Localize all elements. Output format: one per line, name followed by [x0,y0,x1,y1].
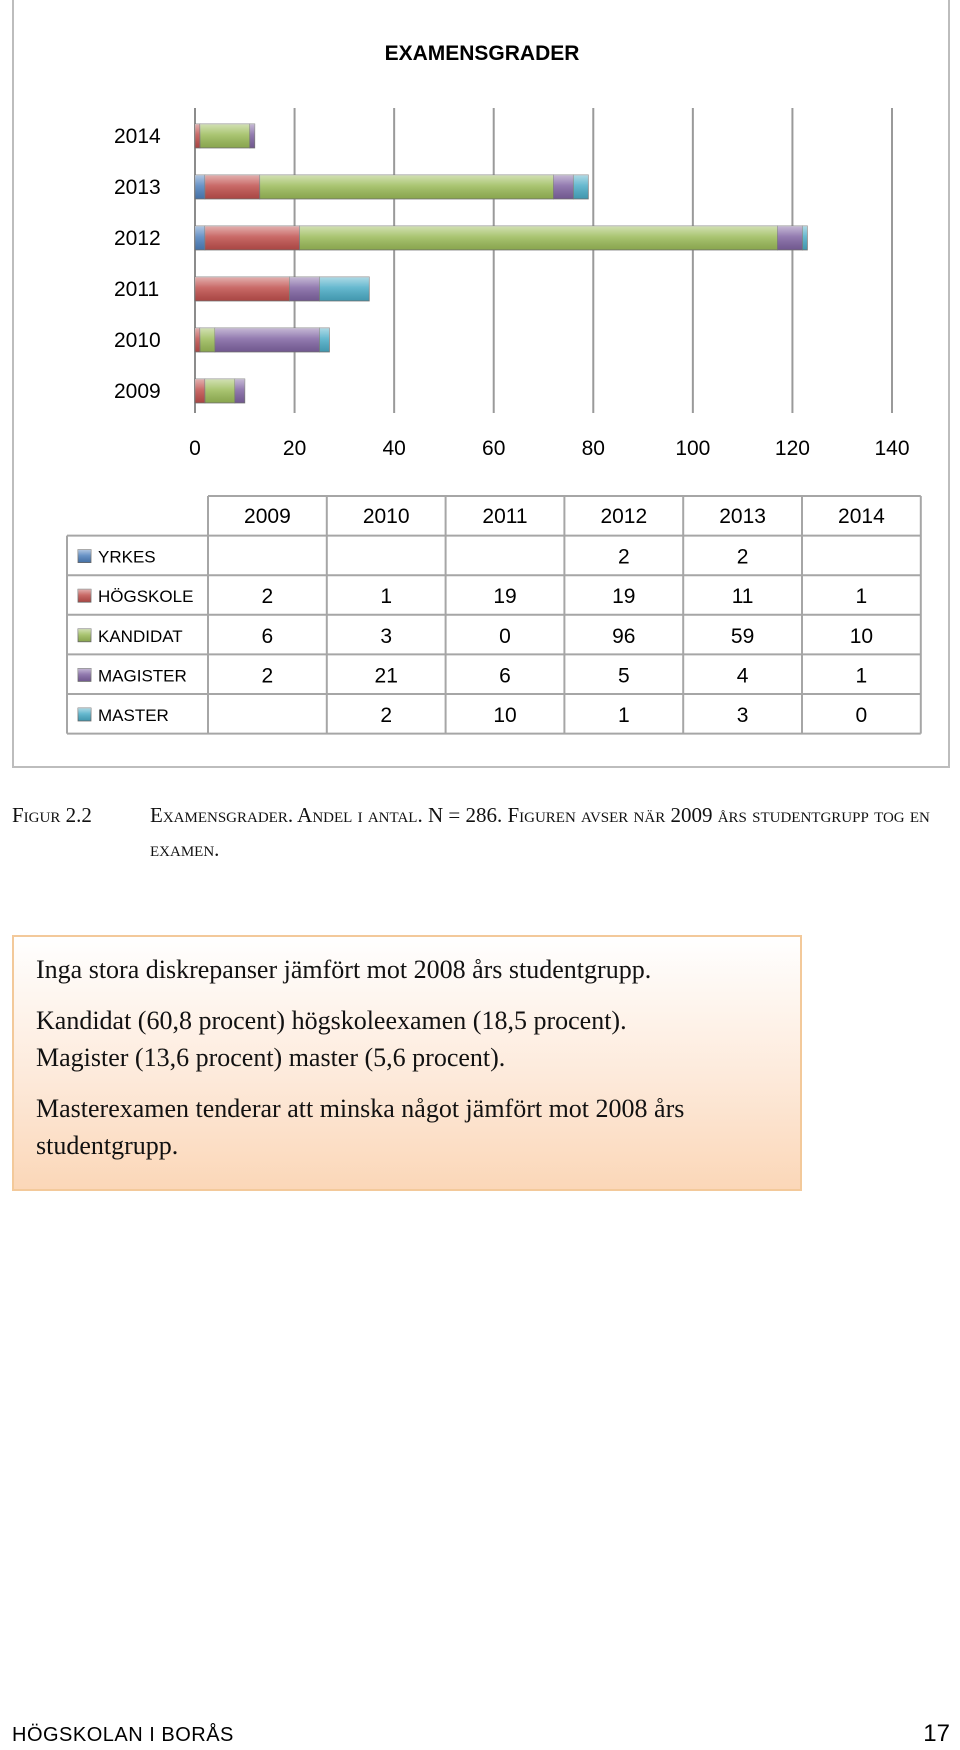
legend-swatch-gloss-kandidat [78,629,91,642]
bar-magister-2014-gloss [250,124,255,148]
legend-swatch-gloss-högskole [78,589,91,602]
table-cell-högskole-2010: 1 [380,585,393,609]
bar-kandidat-2010-gloss [200,328,215,352]
callout-line-2: Kandidat (60,8 procent) högskoleexamen (18,5 procent). [36,1006,627,1035]
footer-institution: HÖGSKOLAN I BORÅS [12,1724,234,1746]
table-cell-master-2012: 1 [617,704,630,727]
table-cell-högskole-2014: 1 [855,585,868,609]
chart-title: EXAMENSGRADER [384,42,580,65]
table-cell-högskole-2011: 19 [493,585,517,609]
callout-line-4: Masterexamen tenderar att minska något jämfört mot 2008 års studentgrupp. [36,1094,685,1160]
x-tick-label-0: 0 [189,437,201,460]
table-header-2012: 2012 [600,505,648,528]
y-tick-label-2013: 2013 [114,176,161,199]
table-cell-magister-2011: 6 [499,664,511,688]
legend-label-högskole: HÖGSKOLE [98,587,194,607]
table-cell-yrkes-2012: 2 [617,545,630,569]
legend-label-kandidat: KANDIDAT [98,626,183,646]
table-cell-yrkes-2013: 2 [736,545,749,569]
callout-line-3: Magister (13,6 procent) master (5,6 procent). [36,1043,506,1072]
y-tick-label-2009: 2009 [114,380,161,403]
bar-kandidat-2013-gloss [260,175,554,199]
table-cell-master-2011: 10 [493,704,517,727]
bar-magister-2011-gloss [290,277,320,301]
bar-kandidat-2014-gloss [200,124,250,148]
bar-master-2011-gloss [319,277,369,301]
bar-högskole-2009-gloss [195,379,205,403]
bar-högskole-2012-gloss [205,226,300,250]
bar-yrkes-2013-gloss [195,175,205,199]
bar-kandidat-2009-gloss [205,379,235,403]
bar-master-2013-gloss [573,175,588,199]
x-tick-label-60: 60 [482,437,506,460]
y-tick-label-2012: 2012 [114,227,161,250]
y-tick-label-2011: 2011 [114,278,160,301]
legend-swatch-gloss-yrkes [78,550,91,563]
table-header-2014: 2014 [838,505,885,528]
bar-högskole-2011-gloss [195,277,290,301]
x-tick-label-120: 120 [774,437,810,460]
table-cell-kandidat-2010: 3 [380,624,393,648]
bar-högskole-2010-gloss [195,328,200,352]
table-header-2011: 2011 [482,505,528,528]
table-cell-master-2013: 3 [736,704,749,727]
legend-swatch-gloss-magister [78,668,91,681]
bar-högskole-2013-gloss [205,175,260,199]
table-cell-högskole-2009: 2 [261,585,274,609]
bar-master-2012-gloss [802,226,807,250]
legend-label-magister: MAGISTER [98,666,187,686]
table-cell-master-2014: 0 [855,704,868,727]
summary-callout [12,935,802,1191]
caption-text: Examensgrader. Andel i antal. N = 286. Figuren avser när 2009 års studentgrupp tog en examen. [150,803,930,861]
x-tick-label-20: 20 [282,437,307,460]
x-tick-label-100: 100 [675,437,711,460]
table-cell-magister-2009: 2 [261,664,274,688]
x-tick-label-40: 40 [382,437,406,460]
table-cell-magister-2010: 21 [374,664,398,688]
legend-label-master: MASTER [98,706,169,725]
table-cell-magister-2013: 4 [736,664,749,688]
y-tick-label-2010: 2010 [114,329,161,352]
table-cell-kandidat-2011: 0 [499,624,511,648]
x-tick-label-140: 140 [874,437,910,460]
table-cell-magister-2012: 5 [617,664,630,688]
bar-magister-2009-gloss [235,379,245,403]
legend-swatch-gloss-master [78,708,91,721]
bar-magister-2013-gloss [553,175,573,199]
bar-kandidat-2012-gloss [300,226,778,250]
chart-frame [12,0,950,768]
x-tick-label-80: 80 [581,437,605,460]
caption-label: Figur 2.2 [12,803,92,827]
table-cell-kandidat-2013: 59 [730,624,755,648]
table-header-2013: 2013 [719,505,766,528]
bar-högskole-2014-gloss [195,124,200,148]
table-cell-kandidat-2014: 10 [849,624,874,648]
page-number: 17 [923,1720,950,1747]
callout-line-1: Inga stora diskrepanser jämfört mot 2008 års studentgrupp. [36,955,652,984]
bar-magister-2010-gloss [215,328,320,352]
bar-master-2010-gloss [319,328,329,352]
table-cell-högskole-2013: 11 [731,585,754,609]
bar-magister-2012-gloss [777,226,802,250]
bar-yrkes-2012-gloss [195,226,205,250]
table-cell-kandidat-2012: 96 [612,624,636,648]
chart [14,0,950,766]
y-tick-label-2014: 2014 [114,125,161,148]
table-header-2010: 2010 [362,505,410,528]
table-header-2009: 2009 [244,505,291,528]
table-cell-magister-2014: 1 [855,664,868,688]
table-cell-master-2010: 2 [380,704,393,727]
legend-label-yrkes: YRKES [98,547,156,567]
table-cell-högskole-2012: 19 [612,585,636,609]
table-cell-kandidat-2009: 6 [261,624,274,648]
